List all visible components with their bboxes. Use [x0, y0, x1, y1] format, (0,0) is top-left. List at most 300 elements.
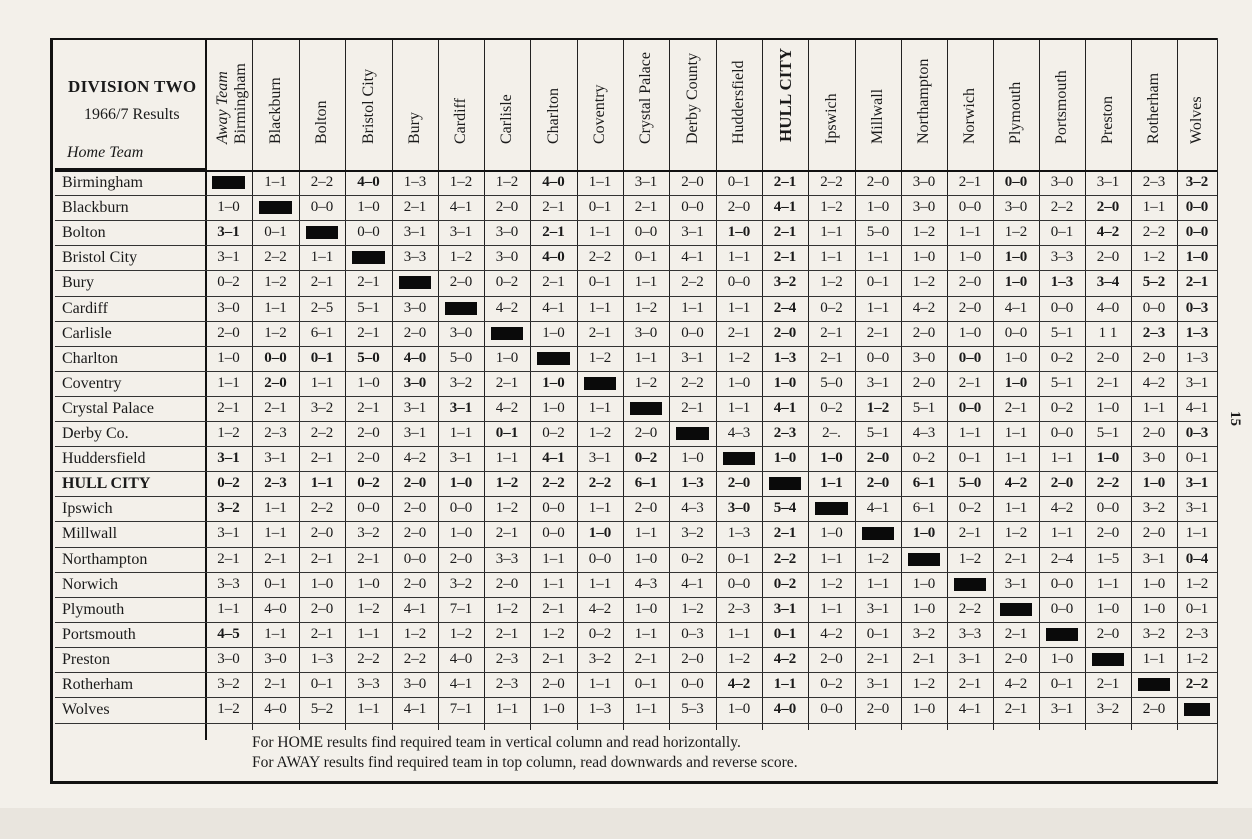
result-cell: 2–1 — [542, 199, 565, 215]
result-cell: 2–0 — [357, 450, 380, 466]
result-cell: 0–0 — [820, 701, 843, 717]
result-cell: 3–1 — [866, 601, 890, 617]
result-cell: 3–3 — [217, 576, 240, 592]
result-cell: 2–1 — [542, 224, 565, 240]
result-cell: 3–0 — [634, 325, 658, 341]
column-header-label: Rotherham — [1145, 72, 1162, 144]
result-cell: 1–0 — [1050, 651, 1074, 667]
result-cell: 4–1 — [866, 500, 890, 516]
result-cell: 3–1 — [403, 400, 427, 416]
result-cell: 1–0 — [727, 375, 751, 391]
result-cell: 2–1 — [1004, 701, 1028, 717]
no-match-block — [1184, 703, 1210, 716]
season-label: 1966/7 Results — [84, 106, 180, 123]
result-cell: 5–4 — [773, 500, 797, 516]
result-cell: 2–2 — [1142, 224, 1166, 240]
result-cell: 0–1 — [866, 274, 890, 290]
result-cell: 1–2 — [542, 626, 565, 642]
column-header-wolves — [1177, 40, 1217, 168]
result-cell: 2–1 — [264, 551, 287, 567]
column-header-label: Cardiff — [452, 98, 469, 144]
result-cell: 1–1 — [773, 676, 797, 692]
result-cell: 1–2 — [866, 400, 890, 416]
result-cell: 2–1 — [310, 274, 334, 290]
result-cell: 2–1 — [1096, 375, 1120, 391]
result-cell: 3–1 — [449, 224, 473, 240]
result-cell: 2–. — [822, 425, 841, 441]
result-cell: 3–0 — [449, 325, 473, 341]
column-header-huddersfield — [716, 40, 762, 168]
result-cell: 2–3 — [1142, 174, 1166, 190]
result-cell: 3–2 — [1142, 626, 1166, 642]
column-header-ipswich — [808, 40, 855, 168]
result-cell: 1–1 — [217, 375, 240, 391]
result-cell: 1–0 — [1142, 475, 1166, 491]
no-match-block — [676, 427, 709, 440]
row-header-rotherham: Rotherham — [62, 676, 134, 693]
result-cell: 3–0 — [264, 651, 287, 667]
result-cell: 1–3 — [1050, 274, 1074, 290]
away-instructions: For AWAY results find required team in top column, read downwards and reverse score. — [252, 754, 798, 771]
result-cell: 5–2 — [310, 701, 334, 717]
no-match-block — [1046, 628, 1078, 641]
result-cell: 2–0 — [495, 576, 519, 592]
no-match-block — [630, 402, 662, 415]
result-cell: 1–0 — [357, 375, 380, 391]
no-match-block — [1092, 653, 1124, 666]
result-cell: 0–1 — [773, 626, 797, 642]
column-header-label: HULL CITY — [776, 48, 795, 142]
result-cell: 3–0 — [495, 224, 519, 240]
result-cell: 2–1 — [495, 375, 519, 391]
result-cell: 2–1 — [217, 400, 240, 416]
result-cell: 0–1 — [634, 676, 658, 692]
result-cell: 0–3 — [1185, 425, 1209, 441]
result-cell: 2–0 — [681, 651, 704, 667]
result-cell: 2–0 — [1096, 249, 1120, 265]
result-cell: 1–1 — [1004, 425, 1028, 441]
result-cell: 1–0 — [1096, 400, 1120, 416]
row-header-cardiff: Cardiff — [62, 300, 108, 317]
result-cell: 7–1 — [449, 701, 473, 717]
result-cell: 0–2 — [820, 676, 843, 692]
column-header-label: Ipswich — [822, 93, 840, 144]
row-header-coventry: Coventry — [62, 375, 122, 392]
result-cell: 2–1 — [542, 274, 565, 290]
column-header-label: Portsmouth — [1053, 70, 1070, 144]
row-header-hull-city: HULL CITY — [62, 475, 151, 492]
column-header-charlton — [530, 40, 577, 168]
result-cell: 4–2 — [1050, 500, 1074, 516]
result-cell: 0–1 — [1185, 450, 1209, 466]
result-cell: 4–2 — [403, 450, 427, 466]
result-cell: 0–1 — [727, 551, 751, 567]
result-cell: 4–0 — [264, 601, 287, 617]
result-cell: 0–1 — [310, 350, 334, 366]
result-cell: 2–1 — [588, 325, 612, 341]
result-cell: 1–2 — [357, 601, 380, 617]
result-cell: 0–0 — [727, 274, 751, 290]
result-cell: 0–0 — [264, 350, 287, 366]
result-cell: 2–1 — [542, 651, 565, 667]
result-cell: 0–0 — [588, 551, 612, 567]
result-cell: 4–2 — [495, 400, 519, 416]
result-cell: 2–1 — [1004, 626, 1028, 642]
no-match-block — [723, 452, 755, 465]
result-cell: 3–1 — [1004, 576, 1028, 592]
result-cell: 4–1 — [681, 249, 704, 265]
result-cell: 1–1 — [727, 249, 751, 265]
column-header-birmingham — [208, 40, 252, 168]
result-cell: 5–0 — [820, 375, 843, 391]
result-cell: 3–1 — [1142, 551, 1166, 567]
result-cell: 3–1 — [217, 224, 240, 240]
result-cell: 5–1 — [357, 300, 380, 316]
result-cell: 6–1 — [912, 475, 936, 491]
result-cell: 2–1 — [357, 551, 380, 567]
result-cell: 4–2 — [727, 676, 751, 692]
result-cell: 0–2 — [217, 274, 240, 290]
result-cell: 1–0 — [634, 601, 658, 617]
result-cell: 1–1 — [634, 525, 658, 541]
result-cell: 4–3 — [912, 425, 936, 441]
result-cell: 2–2 — [1050, 199, 1074, 215]
column-header-label: Norwich — [961, 88, 978, 144]
result-cell: 2–2 — [403, 651, 427, 667]
result-cell: 1–2 — [820, 576, 843, 592]
result-cell: 1–2 — [449, 174, 473, 190]
row-divider — [55, 723, 1217, 724]
result-cell: 2–0 — [1050, 475, 1074, 491]
result-cell: 1–0 — [958, 249, 982, 265]
column-header-label: Derby County — [683, 52, 701, 144]
result-cell: 5–1 — [912, 400, 936, 416]
result-cell: 1–3 — [588, 701, 612, 717]
result-cell: 2–0 — [310, 601, 334, 617]
result-cell: 2–5 — [310, 300, 334, 316]
row-header-plymouth: Plymouth — [62, 601, 125, 618]
no-match-block — [954, 578, 986, 591]
result-cell: 1–0 — [449, 475, 473, 491]
page-number: 15 — [1227, 411, 1243, 426]
result-cell: 1–0 — [727, 224, 751, 240]
result-cell: 0–0 — [1050, 576, 1074, 592]
result-cell: 3–1 — [588, 450, 612, 466]
result-cell: 5–1 — [866, 425, 890, 441]
result-cell: 2–1 — [866, 651, 890, 667]
result-cell: 2–3 — [264, 425, 287, 441]
row-header-ipswich: Ipswich — [62, 500, 113, 517]
result-cell: 4–2 — [1142, 375, 1166, 391]
result-cell: 2–3 — [264, 475, 287, 491]
result-cell: 1–1 — [866, 300, 890, 316]
result-cell: 1–1 — [588, 400, 612, 416]
result-cell: 1–0 — [1185, 249, 1209, 265]
result-cell: 2–1 — [773, 224, 797, 240]
result-cell: 1–2 — [958, 551, 982, 567]
column-header-millwall — [855, 40, 901, 168]
no-match-block — [908, 553, 940, 566]
result-cell: 1–0 — [495, 350, 519, 366]
result-cell: 5–0 — [866, 224, 890, 240]
result-cell: 1–1 — [634, 350, 658, 366]
result-cell: 1–1 — [634, 626, 658, 642]
result-cell: 2–0 — [264, 375, 287, 391]
row-header-preston: Preston — [62, 651, 110, 668]
column-header-label: Preston — [1099, 96, 1116, 144]
result-cell: 0–0 — [310, 199, 334, 215]
result-cell: 2–0 — [403, 500, 427, 516]
result-cell: 1–1 — [820, 551, 843, 567]
result-cell: 1–1 — [588, 500, 612, 516]
result-cell: 4–2 — [912, 300, 936, 316]
result-cell: 2–2 — [357, 651, 380, 667]
table-frame-bottom — [50, 781, 1218, 784]
result-cell: 2–2 — [310, 500, 334, 516]
result-cell: 2–0 — [1004, 651, 1028, 667]
result-cell: 3–1 — [1050, 701, 1074, 717]
result-cell: 1–0 — [542, 375, 565, 391]
result-cell: 1–1 — [264, 626, 287, 642]
result-cell: 2–4 — [773, 300, 797, 316]
result-cell: 0–0 — [1096, 500, 1120, 516]
result-cell: 7–1 — [449, 601, 473, 617]
result-cell: 2–2 — [588, 249, 612, 265]
result-cell: 2–0 — [958, 300, 982, 316]
result-cell: 1–0 — [912, 601, 936, 617]
column-header-norwich — [947, 40, 993, 168]
result-cell: 5–0 — [958, 475, 982, 491]
result-cell: 1–0 — [217, 199, 240, 215]
result-cell: 0–2 — [912, 450, 936, 466]
result-cell: 2–0 — [449, 274, 473, 290]
result-cell: 0–0 — [357, 224, 380, 240]
result-cell: 0–0 — [542, 525, 565, 541]
result-cell: 3–0 — [1050, 174, 1074, 190]
result-cell: 2–2 — [1185, 676, 1209, 692]
column-header-plymouth — [993, 40, 1039, 168]
page-title: DIVISION TWO — [68, 77, 197, 96]
result-cell: 1–0 — [912, 249, 936, 265]
result-cell: 3–2 — [449, 375, 473, 391]
result-cell: 3–0 — [1004, 199, 1028, 215]
result-cell: 3–2 — [1142, 500, 1166, 516]
result-cell: 0–1 — [264, 224, 287, 240]
result-cell: 1–0 — [588, 525, 612, 541]
result-cell: 1–3 — [773, 350, 797, 366]
result-cell: 2–1 — [1096, 676, 1120, 692]
result-cell: 2–0 — [403, 475, 427, 491]
result-cell: 1–3 — [727, 525, 751, 541]
result-cell: 1–2 — [1004, 224, 1028, 240]
result-cell: 1–0 — [542, 325, 565, 341]
result-cell: 3–1 — [403, 425, 427, 441]
result-cell: 3–1 — [866, 676, 890, 692]
result-cell: 5–1 — [1096, 425, 1120, 441]
result-cell: 1–2 — [912, 676, 936, 692]
row-header-bolton: Bolton — [62, 224, 106, 241]
result-cell: 3–1 — [1185, 475, 1209, 491]
result-cell: 3–0 — [495, 249, 519, 265]
result-cell: 1–1 — [820, 249, 843, 265]
result-cell: 1–1 — [542, 576, 565, 592]
result-cell: 3–1 — [773, 601, 797, 617]
result-cell: 2–3 — [1142, 325, 1166, 341]
away-team-label: Away Team — [214, 71, 231, 144]
result-cell: 3–4 — [1096, 274, 1120, 290]
result-cell: 3–1 — [1096, 174, 1120, 190]
result-cell: 0–3 — [681, 626, 704, 642]
result-cell: 3–1 — [403, 224, 427, 240]
result-cell: 4–2 — [588, 601, 612, 617]
result-cell: 1–0 — [727, 701, 751, 717]
column-header-label: Wolves — [1188, 96, 1205, 144]
result-cell: 3–0 — [217, 300, 240, 316]
result-cell: 0–0 — [727, 576, 751, 592]
column-header-label: Crystal Palace — [637, 52, 654, 144]
no-match-block — [212, 176, 245, 189]
no-match-block — [815, 502, 848, 515]
result-cell: 0–0 — [681, 325, 704, 341]
result-cell: 2–1 — [773, 174, 797, 190]
result-cell: 4–0 — [773, 701, 797, 717]
result-cell: 1–1 — [820, 475, 843, 491]
result-cell: 1–0 — [1004, 350, 1028, 366]
result-cell: 2–1 — [357, 274, 380, 290]
column-header-hull-city — [762, 40, 808, 168]
result-cell: 0–0 — [1004, 325, 1028, 341]
result-cell: 1–3 — [681, 475, 704, 491]
row-header-millwall: Millwall — [62, 525, 118, 542]
column-header-bury — [392, 40, 438, 168]
result-cell: 1–2 — [820, 274, 843, 290]
result-cell: 3–0 — [727, 500, 751, 516]
column-header-label: Bristol City — [359, 68, 377, 144]
result-cell: 3–2 — [588, 651, 612, 667]
result-cell: 0–2 — [217, 475, 240, 491]
result-cell: 0–0 — [866, 350, 890, 366]
result-cell: 2–1 — [310, 626, 334, 642]
result-cell: 2–0 — [1142, 350, 1166, 366]
result-cell: 1–0 — [1004, 375, 1028, 391]
no-match-block — [259, 201, 292, 214]
no-match-block — [584, 377, 616, 390]
result-cell: 1–1 — [866, 576, 890, 592]
column-header-blackburn — [252, 40, 299, 168]
result-cell: 3–0 — [217, 651, 240, 667]
result-cell: 1–1 — [495, 450, 519, 466]
result-cell: 2–0 — [866, 450, 890, 466]
result-cell: 1–1 — [449, 425, 473, 441]
result-cell: 3–2 — [773, 274, 797, 290]
result-cell: 1–2 — [912, 274, 936, 290]
row-header-crystal-palace: Crystal Palace — [62, 400, 154, 417]
result-cell: 1–1 — [958, 224, 982, 240]
result-cell: 1–1 — [820, 601, 843, 617]
column-header-preston — [1085, 40, 1131, 168]
result-cell: 2–0 — [820, 651, 843, 667]
result-cell: 1–2 — [588, 425, 612, 441]
result-cell: 1–3 — [1185, 350, 1209, 366]
result-cell: 1–1 — [1050, 450, 1074, 466]
result-cell: 3–0 — [403, 676, 427, 692]
result-cell: 1–1 — [1050, 525, 1074, 541]
result-cell: 1–0 — [1142, 601, 1166, 617]
result-cell: 2–1 — [773, 249, 797, 265]
column-header-portsmouth — [1039, 40, 1085, 168]
result-cell: 3–0 — [912, 350, 936, 366]
result-cell: 1–0 — [681, 450, 704, 466]
result-cell: 4–1 — [542, 450, 565, 466]
row-header-wolves: Wolves — [62, 701, 110, 718]
column-divider — [1217, 40, 1218, 730]
result-cell: 5–2 — [1142, 274, 1166, 290]
result-cell: 1–1 — [264, 525, 287, 541]
column-header-label: Millwall — [869, 88, 886, 144]
result-cell: 3–1 — [264, 450, 287, 466]
result-cell: 2–1 — [310, 450, 334, 466]
result-cell: 1–0 — [866, 199, 890, 215]
result-cell: 0–0 — [449, 500, 473, 516]
column-header-derby-county — [669, 40, 716, 168]
no-match-block — [1138, 678, 1170, 691]
result-cell: 1–2 — [1185, 651, 1209, 667]
result-cell: 6–1 — [634, 475, 658, 491]
row-header-bury: Bury — [62, 274, 94, 291]
result-cell: 2–1 — [958, 676, 982, 692]
result-cell: 2–0 — [403, 325, 427, 341]
result-cell: 0–0 — [958, 199, 982, 215]
result-cell: 2–0 — [1096, 350, 1120, 366]
result-cell: 1–2 — [1185, 576, 1209, 592]
result-cell: 0–2 — [958, 500, 982, 516]
result-cell: 2–2 — [310, 425, 334, 441]
result-cell: 2–0 — [403, 576, 427, 592]
result-cell: 0–0 — [1142, 300, 1166, 316]
column-header-label: Birmingham — [232, 63, 249, 144]
result-cell: 1–0 — [357, 199, 380, 215]
result-cell: 1–2 — [727, 651, 751, 667]
result-cell: 0–1 — [1050, 224, 1074, 240]
column-header-cardiff — [438, 40, 484, 168]
result-cell: 2–1 — [820, 350, 843, 366]
no-match-block — [491, 327, 523, 340]
result-cell: 0–2 — [542, 425, 565, 441]
result-cell: 4–1 — [403, 701, 427, 717]
result-cell: 4–2 — [1004, 475, 1028, 491]
no-match-block — [862, 527, 894, 540]
result-cell: 2–0 — [727, 475, 751, 491]
result-cell: 1–2 — [449, 249, 473, 265]
result-cell: 1–0 — [310, 576, 334, 592]
result-cell: 4–0 — [403, 350, 427, 366]
result-cell: 2–3 — [1185, 626, 1209, 642]
result-cell: 3–1 — [958, 651, 982, 667]
result-cell: 2–1 — [1004, 551, 1028, 567]
result-cell: 2–1 — [866, 325, 890, 341]
result-cell: 1–0 — [1142, 576, 1166, 592]
result-cell: 1–2 — [495, 174, 519, 190]
result-cell: 4–1 — [542, 300, 565, 316]
result-cell: 2–2 — [681, 274, 704, 290]
result-cell: 1–2 — [634, 375, 658, 391]
result-cell: 4–1 — [1004, 300, 1028, 316]
result-cell: 2–1 — [634, 651, 658, 667]
result-cell: 4–0 — [1096, 300, 1120, 316]
result-cell: 4–3 — [634, 576, 658, 592]
result-cell: 5–1 — [1050, 325, 1074, 341]
result-cell: 3–3 — [495, 551, 519, 567]
